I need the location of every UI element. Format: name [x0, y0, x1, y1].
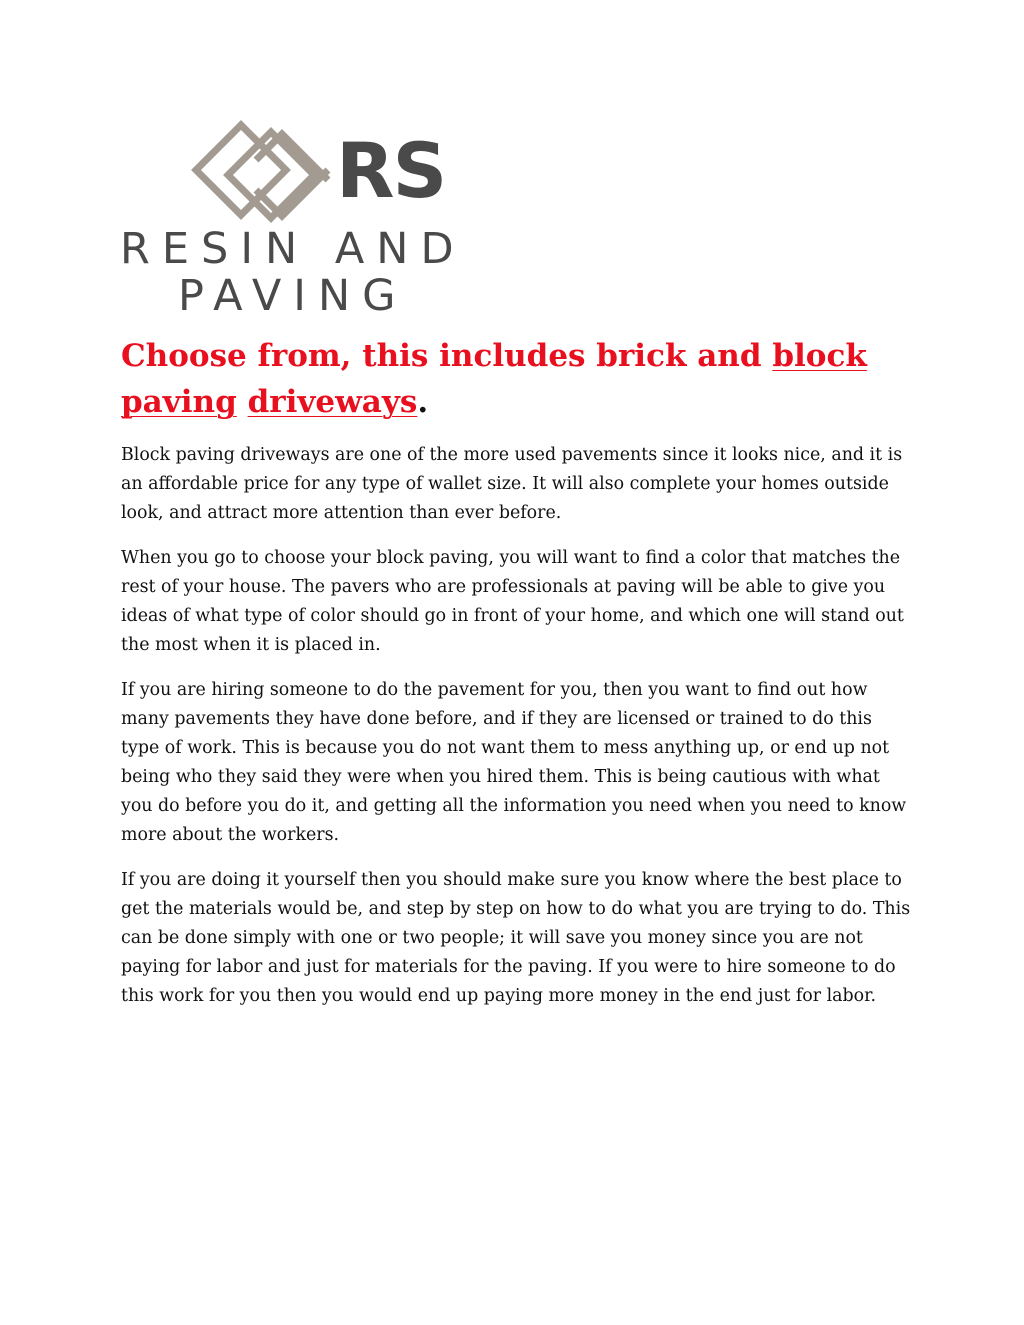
page-heading: [121, 333, 911, 425]
driveways-link[interactable]: driveways: [247, 384, 418, 420]
diamond-logo-icon: [186, 120, 336, 230]
logo-line-resin-and: RESIN AND: [120, 224, 466, 274]
heading-period: .: [417, 384, 429, 420]
paragraph-4: If you are doing it yourself then you should make sure you know where the best place to get the materials would be, and step by step on how to do what you are trying to do. This can be done simply with one or two people; it will save you money since you are not paying for labor and just for materials for the paving. If you were to hire someone to do this work for you then you would end up paying more money in the end just for labor.: [121, 870, 911, 1006]
block-paving-link[interactable]: block paving: [121, 338, 867, 420]
heading-text: Choose from, this includes brick and: [121, 338, 773, 374]
paragraph-3: If you are hiring someone to do the pavement for you, then you want to find out how many pavements they have done before, and if they are licensed or trained to do this type of work. This is because you do not want them to mess anything up, or end up not being who they said they were when you hired them. This is being cautious with what you do before you do it, and getting all the information you need when you need to know more about the workers.: [121, 680, 907, 845]
paragraph-1: Block paving driveways are one of the more used pavements since it looks nice, and it is an affordable price for any type of wallet size. It will also complete your homes outside look, and attract more attention than ever before.: [121, 445, 903, 523]
logo-line-paving: PAVING: [178, 271, 408, 321]
logo-rs-text: RS: [336, 126, 446, 215]
article-body: [121, 441, 913, 1027]
paragraph-2: When you go to choose your block paving, you will want to find a color that matches the rest of your house. The pavers who are professionals at paving will be able to give you ideas of what type of color should go in front of your home, and which one will stand out the most when it is placed in.: [121, 548, 904, 655]
company-logo: [118, 115, 518, 321]
